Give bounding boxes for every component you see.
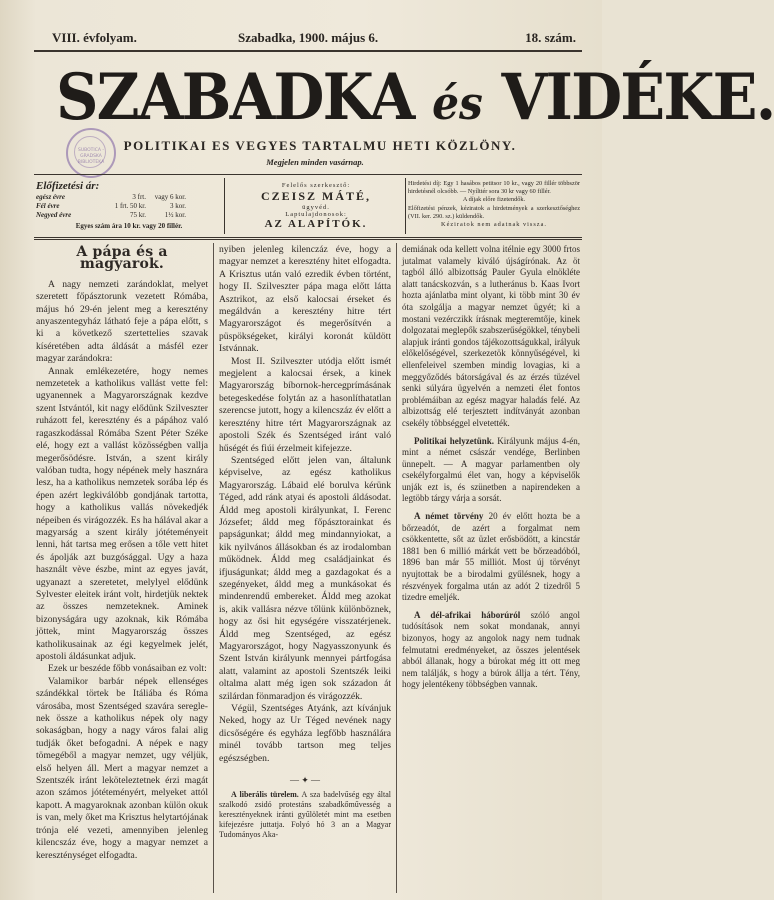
delafrikai-title: A dél-afrikai háborúról: [414, 609, 521, 620]
article-paragraph: nyiben jelenleg kilenczáz éve, hogy a magyar nemzet a keresztény hitet elfogadta. A Krisztus után való ezredik évben történt, hogy II. Szilveszter pápa maga előtt látta Asztrikot, az első kalocsai érseket és megáldván a keresztény hitre tért Magyarországot és megerősítvén a püspökségeket, királyi koronát küldött Istvánnak.: [219, 244, 391, 355]
info-divider: [224, 178, 225, 234]
editorial-box: [228, 182, 404, 230]
article-headline: A pápa és a magyarok.: [76, 244, 168, 273]
liberalis-section: [219, 790, 391, 840]
column-3: [402, 244, 580, 896]
torveny-section: [402, 511, 580, 604]
volume-label: VIII. évfolyam.: [52, 30, 137, 45]
subscription-row: egész évre 3 frt. vagy 6 kor.: [36, 193, 186, 201]
issue-number: 18. szám.: [525, 30, 576, 45]
section-separator: — ✦ —: [289, 775, 321, 785]
header-rule: [34, 50, 582, 52]
publication-schedule: Megjelen minden vasárnap.: [266, 157, 364, 167]
article-paragraph: demiának oda kellett volna itélnie egy 3000 frtos jutalmat valamely kiváló újságírónak. Az öt tagból álló albizottság Pauler Gyula elnökléte alatt tanácskozván, s a lutheránus b. Kaas Ivort hozta ajánlatba mint olyant, ki több mint 30 év óta szolgálja a magyar nemzet ügyét; ki a mostani vezérczikk írásnak megteremtője, kinek dolgozatai meglepők szabszerűségökkel, ténybeli alapjuk iránti gondos tájékozottságukkal, irályuk előkelőségével, szerkezetök könnyűségével, ki ellenfeleivel szemben mindig lovagias, ki a meggyőződés bátorságával és az érzés tüzével senki súlyára ügyelvén a nemzeti élet fontos problémáiban az egész magyar haladás felé. Az albizottság elé terjesztett indítványát azonban csekély többséggel elvetették.: [402, 244, 580, 428]
column-rule: [213, 243, 214, 893]
politikai-text: Királyunk május 4-én, mint a német császár vendége, Berlinben ünnepelt. — A magyar parlamentben oly csekélyforgalmú élet van, hogy a képviselők unják ezt is, és szünetben a napirendeken a legtöbb tárgy várja a sorsát.: [402, 435, 580, 504]
ad-prices: Hirdetési díj: Egy 1 hasábos petitsor 10 kr., vagy 20 fillér többször hirdetésnél olcsóbb. — Nyílttér sora 30 kr vagy 60 fillér.: [408, 180, 580, 196]
subscription-title: Előfizetési ár:: [36, 180, 100, 192]
liberalis-title: A liberális türelem.: [231, 790, 299, 800]
politikai-title: Politikai helyzetünk.: [414, 435, 495, 446]
article-paragraph: A nagy nemzeti zarándoklat, melyet szeretett főpásztorunk vezetett Rómába, május hó 29-én jelent meg a keresztény anyaszentegyház látható feje a pápa előtt, s ki a következő szertettelies szavak kíséretében adta áldását a másfél ezer magyar zarándokra:: [36, 278, 208, 365]
article-paragraph: Végül, Szentséges Atyánk, azt kívánjuk Neked, hogy az Ur Téged nevének nagy dicsőségére és egyháza legfőbb használára minél tovább tartson meg teljes egészségben.: [219, 703, 391, 764]
column-rule: [396, 243, 397, 893]
subscription-row: Negyed évre 75 kr. 1½ kor.: [36, 211, 186, 219]
article-paragraph: Annak emlékezetére, hogy nemes nemzetetek a katholikus vallást vette fel: ugyanennek a Magyarországnak kezdve szent Istvántól, kit nagy elődünk Szilveszter ruházott fel, keresztény és a pápához való ragaszkodással Rómába Szent Péter Széke elé, hogy ezt a vallást közösségben vallja megerősödésre. István, a szent király valóban tudta, hogy népének mely hasznára lesz, ha a katholikus nemzetek sorába lép és épen azért legkiválóbb gondjának tartotta, hogy a katholikus vallás növekedjék népeiben és virágozzék. Es ha hálával akar a magyarság a szent király jótéteményeit lenni, hát tartsa meg erősen a tőle vett hitet és ápolják azt buzgósággal. Ugy a haza használt vève észbe, mint az egyes javát, ugyanazt a szeretetet, melylyel elődünk Sylvester eleitek iránt volt, hirdetjük nektek az összes nemzeteknek. Aminek bizonyságára ugy azoknak, kik Rómába jöttek, mint Magyarország összes katholikusainak az égi kegyelmek jelét, apostoli áldásunkat adjuk.: [36, 365, 208, 662]
article-paragraph: Valamikor barbár népek ellenséges szándékkal törtek be Itáliába és Róma városába, most Szentséged szavára sereglenek össze a katholikus népek oly nagy sokaságban, hogy a nagy város falai alig tudják őket befogadni. A népek e nagy tömegéből a magyar nemzet, ugy véljük, első helyen áll. Mert a magyar nemzet a Szentszék iránt leköteleztetnek érzi magát azon számos jótéteményért, melyeket attól kapott. A magyaroknak azonban külön okuk is van, mely őket ma Krisztus helytartójának trónja elé vezeti, amennyiben jelenleg kilencszáz éve, hogy a magyar nemzet a kereszténységet elfogadta.: [36, 675, 208, 861]
notices-box: [408, 180, 580, 229]
dateline: Szabadka, 1900. május 6.: [238, 30, 379, 45]
masthead-title: SZABADKA és VIDÉKE.: [56, 60, 774, 135]
editor-label: Felelős szerkesztő:: [281, 182, 351, 189]
torveny-title: A német törvény: [414, 511, 484, 522]
info-bottom-rule: [34, 239, 582, 240]
owner-label: Laptulajdonosok:: [285, 211, 347, 218]
delafrikai-text: szóló angol tudósítások nem sokat mondanak, annyi bizonyos, hogy az angolok nagy nem tudnak felmutatni eredményeket, az összes jelentések abból állanak, hogy a búrokat még itt ott meg nem találják, s hogy a búrok állja a tért. Tény, hogy jelentékeny többségben vannak.: [402, 609, 580, 690]
info-top-rule: [34, 174, 582, 175]
liberalis-text: A sza badelvűség egy által szalkodó zsidó protestáns szabadkőművesség a keresztényeknek iránti gyűlöletét mint ma esetben kifejezésre juttatja. Folyó hó 3 an a Magyar Tudományos Aka-: [219, 790, 391, 840]
editor-role: ügyvéd.: [302, 204, 330, 211]
column-1: [36, 244, 208, 896]
article-paragraph: Most II. Szilveszter utódja előtt ismét megjelent a kalocsai érsek, a kinek Magyarország bíbornok-hercegprímásának betegeskedése folytán az a hasonlíthatatlan szerencse jutott, hogy a kilencszáz év előtt a keresztény hitre tért Magyarországnak az apostoli Szék és Szentséged iránt való hűségét és fiúi érzelmeit kifejezze.: [219, 355, 391, 454]
politikai-section: [402, 436, 580, 506]
masthead-subtitle: POLITIKAI ES VEGYES TARTALMU HETI KÖZLÖNY.: [123, 138, 517, 153]
column-2: [219, 244, 391, 896]
manuscripts-notice: Kéziratok nem adatnak vissza.: [441, 221, 547, 229]
editor-name: CZEISZ MÁTÉ,: [260, 189, 372, 203]
library-stamp: SUBOTICA - GRADSKA BIBLIOTEKA: [66, 128, 116, 178]
torveny-text: 20 év előtt hozta be a bőrzeadót, de azért a forgalmat nem csökkentette, sőt az üzlet erősbödött, a kincstár 1881 ben 6 millió márkát vett be bőrzeadóból, 1896 ban már 55 milliót. Most új törvényt nyujtottak be a birodalmi gyűlésnek, hogy a részvények forgalma után az adót 2 tizedről 5 tizedre emeljék.: [402, 511, 581, 603]
subscription-row: Fél évre 1 frt. 50 kr. 3 kor.: [36, 202, 186, 210]
info-bottom-rule: [34, 237, 582, 238]
article-paragraph: Szentséged előtt jelen van, általunk képviselve, az egész katholikus Magyarország. Lábaid elé borulva kérünk Téged, add ránk atyai és apostoli áldásodat. Áldd meg apostoli királyunkat, I. Ferenc Józsefet; áldd meg főpásztorainkat és papságunkat; áldd meg mindannyiokat, a kik nyilvános állásokban és az irodalomban működnek. Áldd meg családjainkat és ifjuságunkat; áldd meg a gazdagokat és a szegényeket, áldd meg a munkásokat és mindenrendű embereket. Áldd meg azokat is, akik vallásra nézve tőlünk különböznek, hogy az ősi hit egységére visszatérjenek. Áldd meg Szentséged, az egész Magyarországot, hogy Nagyasszonyunk és Szent István királyunk mennyei pártfogása alatt, valamint az apostoli Szentszék leiki oltalma alatt még igen sok századon át szilárdan fönmaradjon és virágozzék.: [219, 454, 391, 702]
article-paragraph: Ezek ur beszéde főbb vonásaiban ez volt:: [48, 663, 207, 675]
delafrikai-section: [402, 610, 580, 691]
subscription-box: [36, 182, 222, 231]
single-issue-price: Egyes szám ára 10 kr. vagy 20 fillér.: [75, 222, 183, 230]
header-line: [52, 30, 576, 46]
article-continuation: [219, 244, 391, 770]
payment-notice: A díjak előre fizetendők.: [462, 196, 526, 204]
owner-name: AZ ALAPÍTÓK.: [264, 218, 368, 230]
info-divider: [405, 178, 406, 234]
contact-notice: Előfizetési pénzek, kéziratok a hirdetmények a szerkesztőséghez (VII. ker. 290. sz.) küldendők.: [408, 204, 580, 220]
